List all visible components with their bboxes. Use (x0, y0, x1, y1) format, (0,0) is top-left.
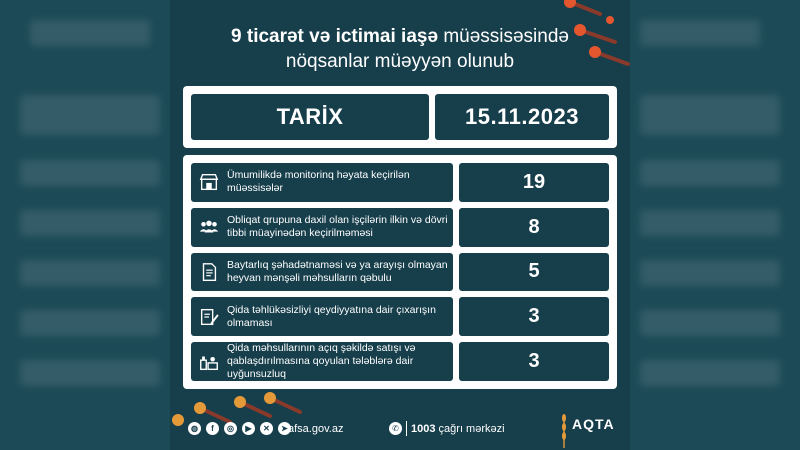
telegram-icon[interactable]: ➤ (278, 422, 291, 435)
instagram-icon[interactable]: ◎ (224, 422, 237, 435)
social-links (188, 422, 291, 435)
blurred-background-right (630, 0, 800, 450)
list-item-value: 8 (459, 208, 609, 247)
infographic-poster (170, 0, 630, 450)
date-value: 15.11.2023 (435, 94, 609, 140)
list-item (191, 208, 609, 247)
facebook-icon[interactable]: f (206, 422, 219, 435)
list-item-text: Obliqat qrupuna daxil olan işçilərin ilkin və dövri tibbi müayinədən keçirilməməsi (227, 214, 448, 240)
headline-bold: 9 ticarət və ictimai iaşə (231, 26, 439, 47)
list-item-text: Qida təhlükəsizliyi qeydiyyatına dair çıxarışın olmaması (227, 303, 436, 329)
divider (406, 421, 407, 436)
headline (210, 24, 590, 74)
store-icon (197, 170, 221, 194)
list-item-value: 3 (459, 342, 609, 381)
food-products-icon (197, 350, 221, 374)
list-item (191, 297, 609, 336)
list-item-text: Baytarlıq şəhadətnaməsi və ya arayışı olmayan heyvan mənşəli məhsulların qəbulu (227, 258, 448, 284)
globe-icon[interactable]: ◍ (188, 422, 201, 435)
list-item (191, 163, 609, 202)
call-center (411, 423, 505, 435)
website-link[interactable]: afsa.gov.az (288, 423, 344, 435)
date-label: TARİX (191, 94, 429, 140)
youtube-icon[interactable]: ▶ (242, 422, 255, 435)
headline-rest: müəssisəsində nöqsanlar müəyyən olunub (285, 26, 569, 72)
edit-document-icon (197, 305, 221, 329)
blurred-background-left (0, 0, 170, 450)
list-item-text: Ümumilikdə monitorinq həyata keçirilən müəssisələr (227, 169, 410, 195)
footer (170, 408, 630, 450)
phone-icon: ✆ (389, 422, 402, 435)
list-item (191, 253, 609, 292)
list-item-value: 5 (459, 253, 609, 292)
phone-label: çağrı mərkəzi (438, 423, 505, 435)
x-icon[interactable]: ✕ (260, 422, 273, 435)
findings-list (183, 155, 617, 389)
date-panel (183, 86, 617, 148)
logo-text: AQTA (572, 416, 615, 432)
people-icon (197, 215, 221, 239)
list-item-value: 3 (459, 297, 609, 336)
phone-number: 1003 (411, 423, 436, 435)
list-item-value: 19 (459, 163, 609, 202)
document-icon (197, 260, 221, 284)
list-item-text: Qida məhsullarının açıq şəkildə satışı və qablaşdırılmasına qoyulan tələblərə dair uyğunsuzluq (227, 342, 416, 380)
list-item (191, 342, 609, 381)
